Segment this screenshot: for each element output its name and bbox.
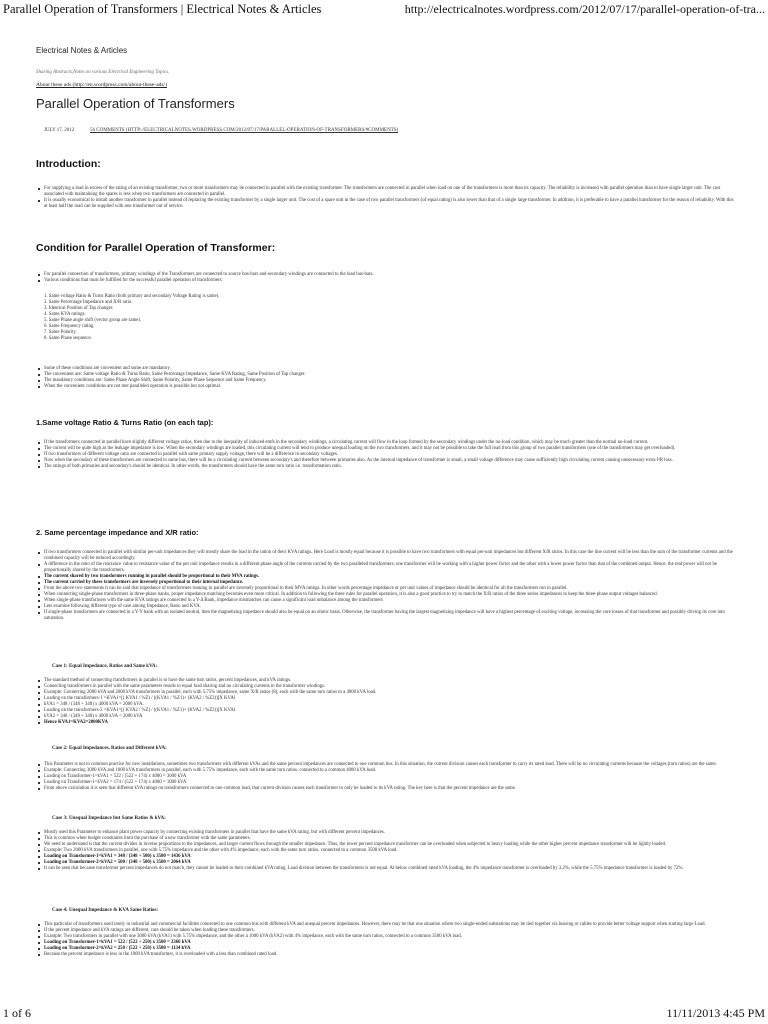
case3-list	[36, 830, 736, 872]
list-item: If the percent impedance and kVA ratings are different, care should be taken when loading these transformers.	[36, 928, 736, 934]
case4-heading: Case 4: Unequal Impedance & KVA Same Ratios:	[52, 908, 159, 913]
list-item: If the transformers connected in parallel have slightly different voltage ratios, then due to the inequality of induced emfs in the secondary windings, a circulating current will flow in the loop formed by the secondary windings under the no-load condition, which may be much greater than the normal no-load current.	[36, 440, 736, 446]
list-item: 5. Same Phase angle shift (vector group are same).	[44, 318, 142, 323]
site-title[interactable]: Electrical Notes & Articles	[36, 46, 128, 55]
condition-numbered-list	[36, 294, 736, 342]
list-item: Because the percent impedance is less in the 1000 kVA transformer, it is overloaded with a less than combined rated load.	[36, 952, 736, 958]
site-tagline: Sharing Abstracts,Notes on various Electrical Engineering Topics.	[36, 70, 170, 75]
list-item: The current shared by two transformers running in parallel should be proportional to their MVA ratings.	[36, 574, 736, 580]
list-item: kVA1 = 348 / (348 + 348) x 4000 kVA = 2000 kVA.	[36, 702, 736, 708]
list-item: If two transformers of different voltage ratio are connected in parallel with same primary supply voltage, there will be a difference in secondary voltages.	[36, 452, 736, 458]
list-item: The mandatory conditions are: Same Phase Angle Shift, Same Polarity, Same Phase Sequence and Same Frequency.	[36, 378, 736, 384]
list-item: When the convenient conditions are not met paralleled operation is possible but not optimal.	[36, 384, 736, 390]
print-footer-page: 1 of 6	[3, 1006, 31, 1020]
case2-list	[36, 762, 736, 792]
list-item: Example: Two 2000 kVA transformers in parallel, one with 5.75% impedance and the other with 4% impedance, each with the same turn ratios, connected to a common 3500 kVA load.	[36, 848, 736, 854]
list-item: Now when the secondary of these transformers are connected to same bus, there will be a circulating current between secondary's and therefore between primaries also. As the internal impedance of transformer is small, a small voltage difference may cause sufficiently high circulating current causing unnecessary extra I²R loss.	[36, 458, 736, 464]
list-item: From above calculation it is seen that different kVA ratings on transformers connected to one common load, that current division causes each transformer to only be loaded to its kVA rating. The key here is that the percent impedance are the same.	[36, 786, 736, 792]
list-item: The current will be quite high as the leakage impedance is low. When the secondary windings are loaded, this circulating current will tend to produce unequal loading on the two transformers, and it may not be possible to take the full load from this group of two parallel transformers (one of the transformers may get overloaded).	[36, 446, 736, 452]
list-item: Mostly used this Parameter to enhance plant power capacity by connecting existing transformers in parallel that have the same kVA rating, but with different percent impedances.	[36, 830, 736, 836]
sec1-heading: 1.Same voltage Ratio & Turns Ratio (on each tap):	[36, 418, 214, 427]
list-item: From the above two statements it can be said that impedance of transformers running in parallel are inversely proportional to their MVA ratings. In other words percentage impedance or per unit values of impedance should be identical for all the transformers run in parallel.	[36, 586, 736, 592]
list-item: If single-phase transformers are connected in a Y-Y bank with an isolated neutral, then the magnetizing impedance should also be equal on an ohmic basis. Otherwise, the transformer having the largest magnetizing impedance will have a highest percentage of exciting voltage, increasing the core losses of that transformer and possibly driving its core into saturation.	[36, 610, 736, 622]
list-item: The convenient are: Same voltage Ratio & Turns Ratio, Same Percentage Impedance, Same KVA Rating, Same Position of Tap changer.	[36, 372, 736, 378]
sec2-list	[36, 550, 736, 622]
list-item: Example: Connecting 2000 kVA and 2000 kVA transformers in parallel, each with 5.75% impedance, same X/R ratios (8), each with the same turn ratios to a 4000 kVA load.	[36, 690, 736, 696]
list-item: The standard method of connecting transformers in parallel is to have the same turn ratios, percent impedances, and kVA ratings.	[36, 678, 736, 684]
list-item: Loading on Transformer-1=kVA1 = 522 / (522 + 174) x 4000 = 3000 kVA	[36, 774, 736, 780]
list-item: 8. Same Phase sequence.	[44, 336, 92, 341]
list-item: We need to understand is that the current divides in inverse proportions to the impedances, and larger current flows through the smaller impedance. Thus, the lower percent impedance transformer can be overloaded when subjected to heavy loading while the other higher percent impedance transformer will be lightly loaded.	[36, 842, 736, 848]
case1-list	[36, 678, 736, 726]
list-item: If two transformers connected in parallel with similar per-unit impedances they will mostly share the load in the ration of their KVA ratings. Here Load is mostly equal because it is possible to have two transformers with equal per-unit impedances but different X/R ratios. In this case the line current will be less than the sum of the transformer currents and the combined capacity will be reduced accordingly.	[36, 550, 736, 562]
list-item: A difference in the ratio of the reactance value to resistance value of the per unit impedance results in a different phase angle of the currents carried by the two paralleled transformers; one transformer will be working with a higher power factor and the other with a lower power factor than that of the combined output. Hence, the real power will not be proportionally shared by the transformers.	[36, 562, 736, 574]
post-date: JULY 17, 2012	[44, 128, 75, 133]
list-item: Loading on Transformer-2=kVA2 = 500 / (348 + 500) x 3500 = 2064 kVA	[36, 860, 736, 866]
print-footer-datetime: 11/11/2013 4:45 PM	[666, 1006, 765, 1020]
print-header-url: http://electricalnotes.wordpress.com/2012/07/17/parallel-operation-of-tra...	[404, 2, 765, 16]
list-item: When single-phase transformers with the same KVA ratings are connected in a Y-Δ Bank, impedance mismatches can cause a significant load unbalance among the transformers	[36, 598, 736, 604]
list-item: Loading on the transformers-2 =KVA1=[( KVA2 / %Z) / ((KVA1 / %Z1)+ (KVA2 / %Z2))]X KVAl	[36, 708, 736, 714]
list-item: Loading on Transformer-2=kVA2 = 250 / (522 + 250) x 3500 = 1134 kVA	[36, 946, 736, 952]
list-item: 6. Same Frequency rating.	[44, 324, 95, 329]
list-item: Example: Connecting 3000 kVA and 1000 kVA transformers in parallel, each with 5.75% impedance, each with the same turn ratios, connected to a common 4000 kVA load.	[36, 768, 736, 774]
list-item: The current carried by these transformers are inversely proportional to their internal impedance.	[36, 580, 736, 586]
comments-link[interactable]: 56 COMMENTS (HTTP://ELECTRICALNOTES.WORDPRESS.COM/2012/07/17/PARALLEL-OPERATION-OF-TRANSFORMERS/#COMMENTS)	[90, 128, 399, 133]
list-item: 4. Same KVA ratings.	[44, 312, 86, 317]
list-item: Various conditions that must be fulfilled for the successful parallel operation of transformers:	[36, 278, 736, 284]
intro-list	[36, 186, 736, 210]
case4-list	[36, 922, 736, 958]
list-item: 2. Same Percentage Impedance and X/R ratio.	[44, 300, 133, 305]
list-item: Example: Two transformers in parallel with one 3000 kVA (kVA1) with 5.75% impedance, and the other a 1000 kVA (kVA2) with 4% impedance, each with the same turn ratios, connected to a common 3500 kVA load.	[36, 934, 736, 940]
list-item: 3. Identical Position of Tap changer.	[44, 306, 114, 311]
list-item: This Parameter is not in common practice for new installations, sometimes two transformers with different kVAs and the same percent impedances are connected to one common bus. In this situation, the current division causes each transformer to carry its rated load. There will be no circulating currents because the voltages (turn ratios) are the same.	[36, 762, 736, 768]
condition-after-list	[36, 366, 736, 390]
list-item: When connecting single-phase transformers in three-phase banks, proper impedance matching becomes even more critical. In addition to following the three rules for parallel operation, it is also a good practice to try to match the X/R ratios of the three series impedances to keep the three-phase output voltages balanced.	[36, 592, 736, 598]
list-item: Hence KVA1=KVA2=2000KVA	[36, 720, 736, 726]
case2-heading: Case 2: Equal Impedances, Ratios and Different kVA:	[52, 746, 167, 751]
list-item: Some of these conditions are convenient and some are mandatory.	[36, 366, 736, 372]
print-header-title: Parallel Operation of Transformers | Electrical Notes & Articles	[3, 2, 322, 16]
list-item: The ratings of both primaries and secondary's should be identical. In other words, the transformers should have the same turn ratio i.e. transformation ratio.	[36, 464, 736, 470]
list-item: It can be seen that because transformer percent impedances do not match, they cannot be loaded to their combined kVA rating. Load division between the transformers is not equal. At below combined rated kVA loading, the 4% impedance transformer is overloaded by 3.2%, while the 5.75% impedance transformer is loaded by 72%.	[36, 866, 736, 872]
list-item: This is common when budget constraints limit the purchase of a new transformer with the same parameters.	[36, 836, 736, 842]
list-item: Connecting transformers in parallel with the same parameters results in equal load sharing and no circulating currents in the transformer windings.	[36, 684, 736, 690]
condition-list	[36, 272, 736, 284]
list-item: Loading on the transformers-1 =KVA1=[( KVA1 / %Z) / ((KVA1 / %Z1)+ (KVA2 / %Z2))]X KVAl	[36, 696, 736, 702]
list-item: 7. Same Polarity.	[44, 330, 77, 335]
about-ads-link[interactable]: About these ads (http://en.wordpress.com/about-these-ads/)	[36, 82, 167, 88]
list-item: Loading on Transformer-1=kVA1 = 348 / (348 + 500) x 3500 = 1436 kVA	[36, 854, 736, 860]
list-item: For parallel connection of transformers, primary windings of the Transformers are connected to source bus-bars and secondary windings are connected to the load bus-bars.	[36, 272, 736, 278]
condition-heading: Condition for Parallel Operation of Transformer:	[36, 242, 276, 254]
sec2-heading: 2. Same percentage impedance and X/R ratio:	[36, 528, 199, 537]
list-item: Lets examine following different type of case among Impedance, Ratio and KVA.	[36, 604, 736, 610]
case3-heading: Case 3: Unequal Impedance but Same Ratios & kVA:	[52, 816, 166, 821]
post-title: Parallel Operation of Transformers	[36, 96, 235, 111]
list-item: This particular of transformers used rarely in industrial and commercial facilities connected to one common bus with different kVA and unequal percent impedances. However, there may be that one situation where two single-ended substations may be tied together via bussing or cables to provide better voltage support when starting large Load.	[36, 922, 736, 928]
case1-heading: Case 1: Equal Impedance, Ratios and Same kVA:	[52, 664, 158, 669]
list-item: It is usually economical to install another transformer in parallel instead of replacing the existing transformer by a single larger unit. The cost of a spare unit in the case of two parallel transformers (of equal rating) is also lower than that of a single large transformer. In addition, it is preferable to have a parallel transformer for the reason of reliability. With this at least half the load can be supplied with one transformer out of service.	[36, 198, 736, 210]
list-item: kVA2 = 348 / (348 + 348) x 4000 kVA = 2000 kVA	[36, 714, 736, 720]
list-item: 1. Same voltage Ratio & Turns Ratio (both primary and secondary Voltage Rating is same).	[44, 294, 220, 299]
list-item: For supplying a load in excess of the rating of an existing transformer, two or more transformers may be connected in parallel with the existing transformer. The transformers are connected in parallel when load on one of the transformers is more than its capacity. The reliability is increased with parallel operation than to have single larger unit. The cost associated with maintaining the spares is less when two transformers are connected in parallel.	[36, 186, 736, 198]
list-item: Loading on Transformer-1=kVA2 = 174 / (522 + 174) x 4000 = 1000 kVA	[36, 780, 736, 786]
list-item: Loading on Transformer-1=kVA1 = 522 / (522 + 250) x 3500 = 2366 kVA	[36, 940, 736, 946]
sec1-list	[36, 440, 736, 470]
intro-heading: Introduction:	[36, 158, 101, 170]
